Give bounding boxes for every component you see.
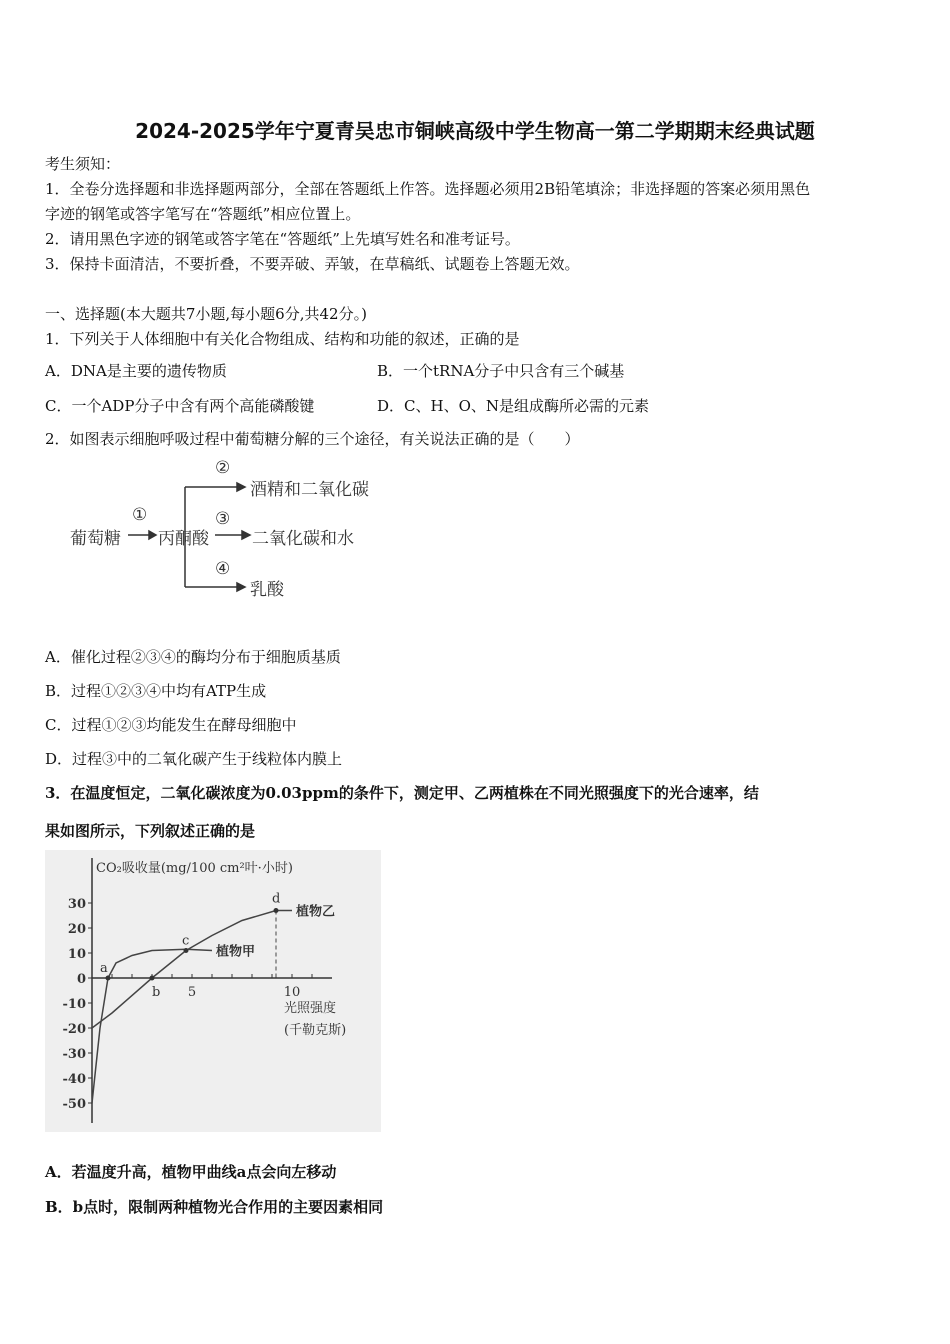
notice-item: 1．全卷分选择题和非选择题两部分，全部在答题纸上作答。选择题必须用2B铅笔填涂；非选择题的答案必须用黑色 bbox=[45, 180, 811, 198]
section-heading: 一、选择题(本大题共7小题,每小题6分,共42分。) bbox=[45, 305, 367, 323]
x-axis-label: 光照强度 bbox=[284, 1001, 337, 1016]
q2-option-d: D．过程③中的二氧化碳产生于线粒体内膜上 bbox=[45, 750, 343, 768]
y-tick-label: 30 bbox=[67, 897, 86, 912]
step-3-label: ③ bbox=[215, 509, 231, 529]
series-label-0: 植物甲 bbox=[216, 944, 256, 960]
series-label-1: 植物乙 bbox=[296, 904, 336, 920]
q1-option-a: A．DNA是主要的遗传物质 bbox=[45, 362, 227, 380]
respiration-pathway-diagram bbox=[70, 455, 400, 605]
product-4-label: 乳酸 bbox=[250, 580, 284, 600]
notice-heading: 考生须知： bbox=[45, 155, 121, 173]
x-tick-label: 5 bbox=[187, 985, 197, 1000]
q3-option-a: A．若温度升高，植物甲曲线a点会向左移动 bbox=[45, 1163, 337, 1181]
point-label-c: c bbox=[182, 933, 190, 949]
y-axis-label: CO₂吸收量(mg/100 cm²叶·小时) bbox=[96, 861, 293, 876]
q2-option-a: A．催化过程②③④的酶均分布于细胞质基质 bbox=[45, 648, 341, 666]
notice-item: 3．保持卡面清洁，不要折叠，不要弄破、弄皱，在草稿纸、试题卷上答题无效。 bbox=[45, 255, 580, 273]
point-b bbox=[150, 976, 155, 981]
notice-item: 字迹的钢笔或答字笔写在“答题纸”相应位置上。 bbox=[45, 205, 361, 223]
page-title: 2024-2025学年宁夏青吴忠市铜峡高级中学生物高一第二学期期末经典试题 bbox=[135, 119, 815, 143]
y-tick-label: -10 bbox=[62, 997, 86, 1012]
y-tick-label: 10 bbox=[67, 947, 86, 962]
q1-stem: 1．下列关于人体细胞中有关化合物组成、结构和功能的叙述，正确的是 bbox=[45, 330, 520, 348]
q1-option-b: B．一个tRNA分子中只含有三个碱基 bbox=[377, 362, 625, 380]
point-a bbox=[106, 976, 111, 981]
step-2-label: ② bbox=[215, 458, 231, 478]
point-d bbox=[274, 908, 279, 913]
q1-option-c: C．一个ADP分子中含有两个高能磷酸键 bbox=[45, 397, 315, 415]
step-1-label: ① bbox=[132, 505, 148, 525]
series-line-0 bbox=[92, 949, 212, 1103]
point-label-a: a bbox=[100, 961, 108, 976]
x-axis-unit: (千勒克斯) bbox=[284, 1023, 347, 1038]
point-label-b: b bbox=[152, 985, 161, 1000]
q1-option-d: D．C、H、O、N是组成酶所必需的元素 bbox=[377, 397, 650, 415]
y-tick-label: -30 bbox=[62, 1047, 86, 1062]
q2-stem: 2．如图表示细胞呼吸过程中葡萄糖分解的三个途径，有关说法正确的是（ ） bbox=[45, 430, 580, 448]
q3-stem: 3．在温度恒定，二氧化碳浓度为0.03ppm的条件下，测定甲、乙两植株在不同光照强度下的光合速率，结 bbox=[45, 784, 759, 802]
q3-option-b: B．b点时，限制两种植物光合作用的主要因素相同 bbox=[45, 1198, 384, 1216]
pyruvate-label: 丙酮酸 bbox=[158, 529, 209, 549]
step-4-label: ④ bbox=[215, 559, 231, 579]
product-2-label: 酒精和二氧化碳 bbox=[250, 480, 369, 500]
q2-option-b: B．过程①②③④中均有ATP生成 bbox=[45, 682, 267, 700]
photosynthesis-chart bbox=[45, 850, 381, 1132]
series-line-1 bbox=[92, 911, 292, 1029]
x-tick-label: 10 bbox=[283, 985, 301, 1000]
product-3-label: 二氧化碳和水 bbox=[252, 529, 354, 549]
q3-stem-cont: 果如图所示，下列叙述正确的是 bbox=[45, 822, 256, 840]
glucose-label: 葡萄糖 bbox=[70, 529, 121, 549]
y-tick-label: -20 bbox=[62, 1022, 86, 1037]
notice-item: 2．请用黑色字迹的钢笔或答字笔在“答题纸”上先填写姓名和准考证号。 bbox=[45, 230, 520, 248]
q2-option-c: C．过程①②③均能发生在酵母细胞中 bbox=[45, 716, 297, 734]
y-tick-label: -40 bbox=[62, 1072, 86, 1087]
point-c bbox=[184, 948, 189, 953]
y-tick-label: -50 bbox=[62, 1097, 86, 1112]
chart-svg bbox=[45, 850, 381, 1132]
y-tick-label: 20 bbox=[67, 922, 86, 937]
y-tick-label: 0 bbox=[76, 972, 86, 987]
point-label-d: d bbox=[272, 891, 281, 907]
